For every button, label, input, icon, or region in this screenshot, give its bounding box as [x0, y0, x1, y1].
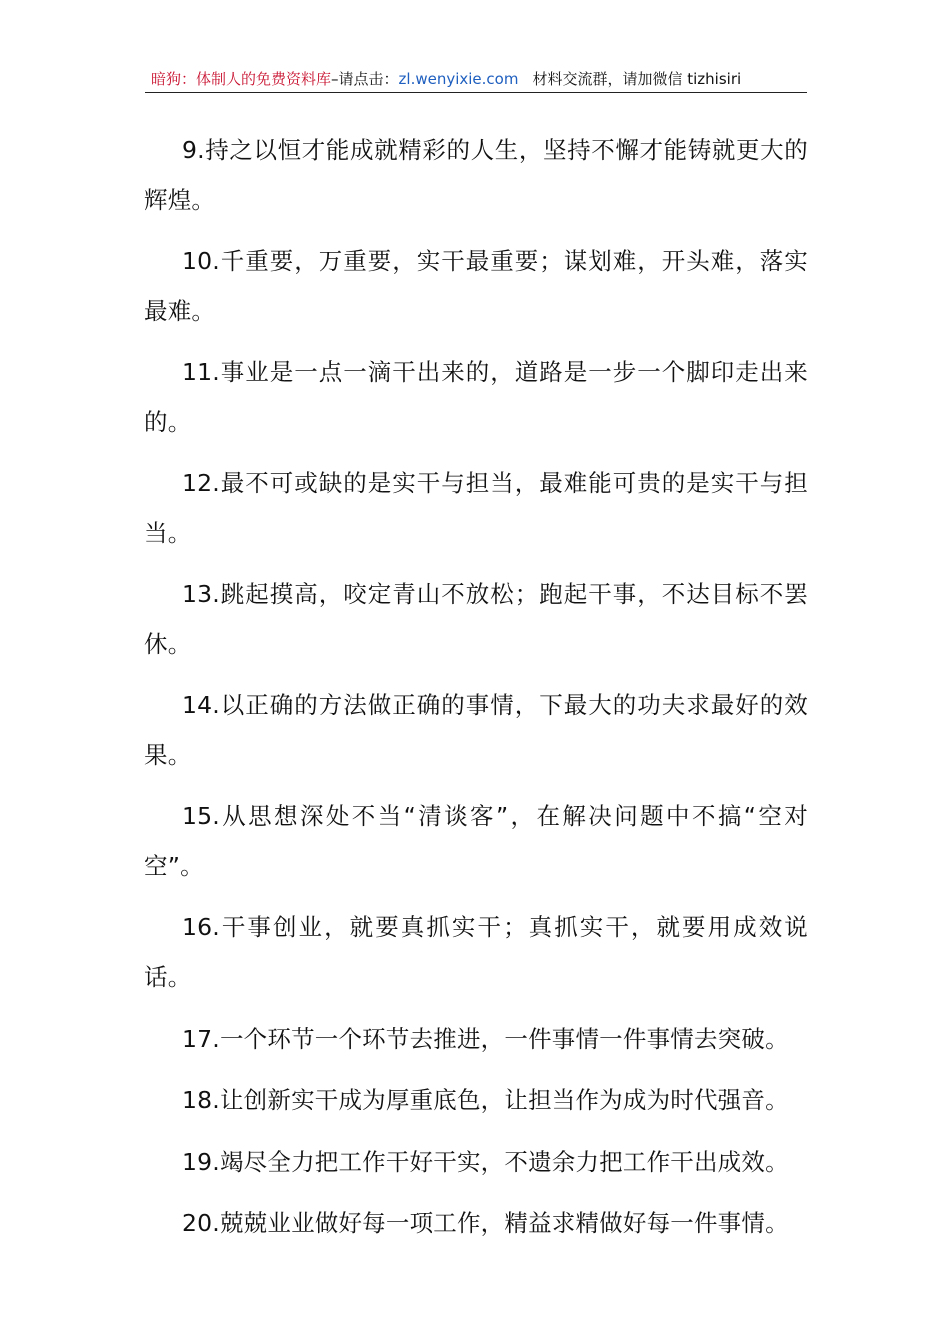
quote-item-19: 19.竭尽全力把工作干好干实，不遗余力把工作干出成效。: [182, 1147, 789, 1176]
quote-item-16: 16.干事创业，就要真抓实干；真抓实干，就要用成效说话。: [144, 913, 808, 991]
quote-item-17: 17.一个环节一个环节去推进，一件事情一件事情去突破。: [182, 1024, 789, 1053]
quote-item-10: 10.千重要，万重要，实干最重要；谋划难，开头难，落实最难。: [144, 247, 808, 325]
quote-item-18: 18.让创新实干成为厚重底色，让担当作为成为时代强音。: [182, 1086, 789, 1114]
quote-item-20: 20.兢兢业业做好每一项工作，精益求精做好每一件事情。: [182, 1209, 789, 1237]
header-brand: 暗狗：体制人的免费资料库: [151, 70, 332, 88]
quote-item-15: 15.从思想深处不当“清谈客”，在解决问题中不搞“空对空”。: [144, 802, 808, 880]
quote-item-14: 14.以正确的方法做正确的事情，下最大的功夫求最好的效果。: [144, 691, 808, 769]
quote-item-11: 11.事业是一点一滴干出来的，道路是一步一个脚印走出来的。: [144, 358, 808, 436]
quote-item-9: 9.持之以恒才能成就精彩的人生，坚持不懈才能铸就更大的辉煌。: [144, 136, 808, 214]
quote-item-12: 12.最不可或缺的是实干与担当，最难能可贵的是实干与担当。: [144, 469, 808, 547]
document-body: [144, 125, 808, 1260]
page-header: [145, 66, 807, 93]
header-group-info: 材料交流群，请加微信 tizhisiri: [532, 70, 742, 88]
header-prompt: –请点击：: [331, 70, 399, 88]
header-link[interactable]: zl.wenyixie.com: [398, 70, 519, 88]
quote-item-13: 13.跳起摸高，咬定青山不放松；跑起干事，不达目标不罢休。: [144, 580, 808, 658]
